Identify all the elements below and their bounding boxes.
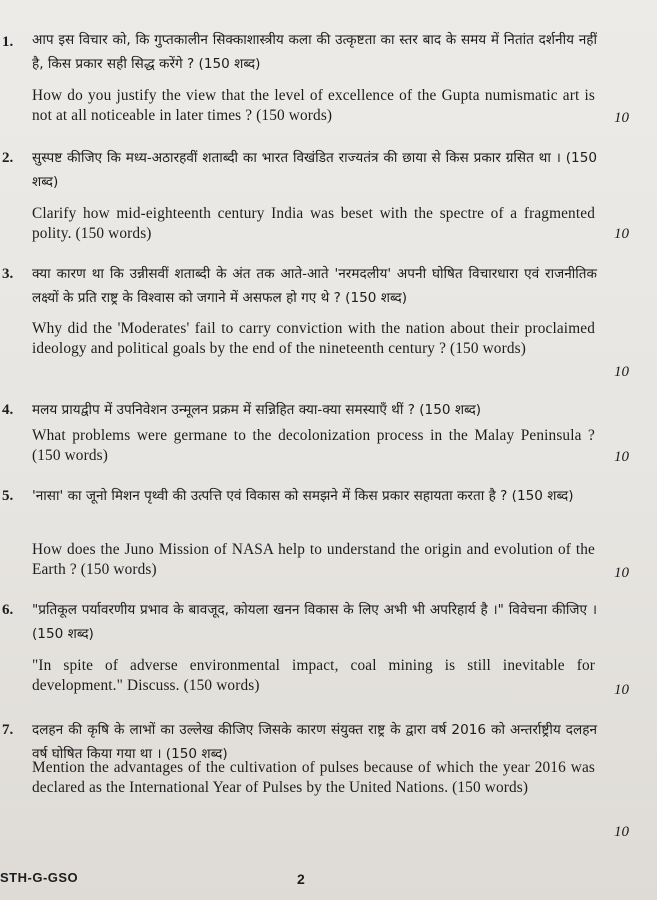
marks: 10 (614, 226, 629, 242)
question-text-english: How do you justify the view that the level of excellence of the Gupta numismatic art is not at all noticeable in later times ? (150 words) (32, 87, 595, 124)
marks: 10 (614, 824, 629, 840)
question-text-hindi: "प्रतिकूल पर्यावरणीय प्रभाव के बावजूद, कोयला खनन विकास के लिए अभी भी अपरिहार्य है ।" विवेचना कीजिए । (150 शब्द) (32, 602, 597, 642)
paper-code: STH-G-GSO (0, 870, 79, 885)
marks: 10 (614, 682, 629, 698)
question-text-english: What problems were germane to the decolonization process in the Malay Peninsula ? (150 words) (32, 427, 595, 464)
question-text-hindi: सुस्पष्ट कीजिए कि मध्य-अठारहवीं शताब्दी का भारत विखंडित राज्यतंत्र की छाया से किस प्रकार ग्रसित था । (150 शब्द) (32, 150, 597, 190)
question-text-english: Mention the advantages of the cultivation of pulses because of which the year 2016 was declared as the International Year of Pulses by the United Nations. (150 words) (32, 759, 595, 796)
question-text-english: Clarify how mid-eighteenth century India was beset with the spectre of a fragmented polity. (150 words) (32, 205, 595, 242)
question-text-english: How does the Juno Mission of NASA help to understand the origin and evolution of the Earth ? (150 words) (32, 541, 595, 578)
question-number: 3. (2, 266, 14, 282)
marks: 10 (614, 449, 629, 465)
marks: 10 (614, 110, 629, 126)
question-text-hindi: दलहन की कृषि के लाभों का उल्लेख कीजिए जिसके कारण संयुक्त राष्ट्र के द्वारा वर्ष 2016 को अन्तर्राष्ट्रीय दलहन वर्ष घोषित किया गया था । (150 शब्द) (32, 722, 597, 762)
question-text-english: "In spite of adverse environmental impact, coal mining is still inevitable for development." Discuss. (150 words) (32, 657, 595, 694)
question-number: 4. (2, 402, 14, 418)
question-number: 5. (2, 488, 14, 504)
question-number: 1. (2, 34, 14, 50)
marks: 10 (614, 364, 629, 380)
question-text-hindi: 'नासा' का जूनो मिशन पृथ्वी की उत्पत्ति एवं विकास को समझने में किस प्रकार सहायता करता है ? (150 शब्द) (32, 488, 574, 504)
question-number: 6. (2, 602, 14, 618)
page-number: 2 (297, 871, 305, 887)
question-number: 2. (2, 150, 14, 166)
question-text-hindi: आप इस विचार को, कि गुप्तकालीन सिक्काशास्त्रीय कला की उत्कृष्टता का स्तर बाद के समय में नितांत दर्शनीय नहीं है, किस प्रकार सही सिद्ध करेंगे ? (150 शब्द) (32, 32, 597, 72)
marks: 10 (614, 565, 629, 581)
question-text-hindi: क्या कारण था कि उन्नीसवीं शताब्दी के अंत तक आते-आते 'नरमदलीय' अपनी घोषित विचारधारा एवं राजनीतिक लक्ष्यों के प्रति राष्ट्र के विश्वास को जगाने में असफल हो गए थे ? (150 शब्द) (32, 266, 597, 306)
question-number: 7. (2, 722, 14, 738)
question-text-hindi: मलय प्रायद्वीप में उपनिवेशन उन्मूलन प्रक्रम में सन्निहित क्या-क्या समस्याएँ थीं ? (150 शब्द) (32, 402, 482, 418)
question-text-english: Why did the 'Moderates' fail to carry conviction with the nation about their proclaimed ideology and political goals by the end of the nineteenth century ? (150 words) (32, 320, 595, 357)
